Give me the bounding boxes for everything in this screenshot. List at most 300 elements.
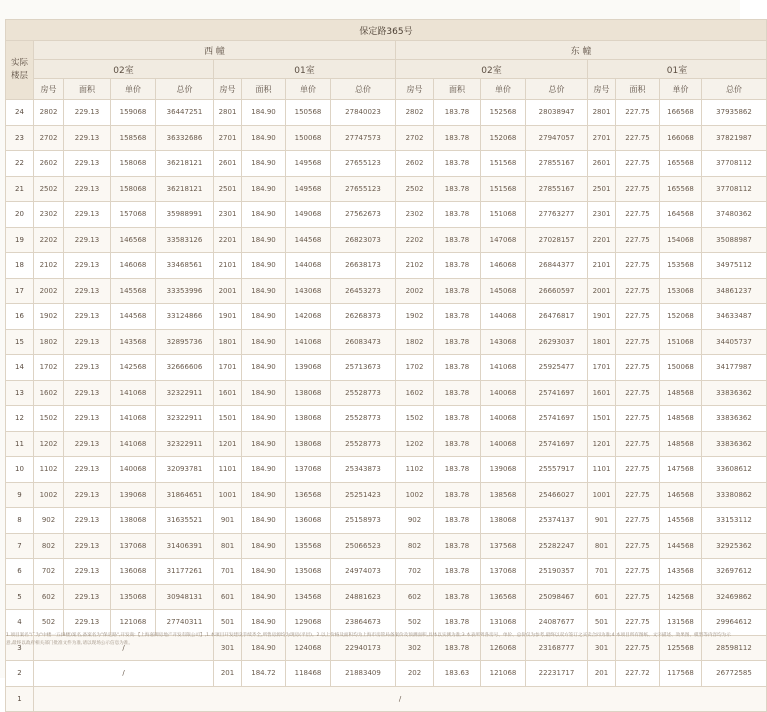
area-cell: 183.78: [434, 406, 481, 432]
area-cell: 227.75: [616, 278, 660, 304]
total-price-cell: 33583126: [156, 227, 214, 253]
area-cell: 229.13: [64, 125, 111, 151]
area-cell: 227.75: [616, 584, 660, 610]
total-price-cell: 25741697: [526, 380, 588, 406]
table-row: [6, 686, 767, 712]
unit-price-cell: 151568: [481, 151, 526, 177]
unit-price-cell: 139068: [111, 482, 156, 508]
area-cell: 183.78: [434, 482, 481, 508]
room-cell: 2002: [396, 278, 434, 304]
total-price-cell: 28598112: [702, 635, 767, 661]
room-cell: 2202: [396, 227, 434, 253]
total-price-cell: 23168777: [526, 635, 588, 661]
room-cell: 1601: [214, 380, 242, 406]
area-cell: 184.90: [242, 278, 286, 304]
unit-price-cell: 154068: [660, 227, 702, 253]
area-cell: 229.13: [64, 227, 111, 253]
unit-price-cell: 165568: [660, 151, 702, 177]
room-cell: 1602: [396, 380, 434, 406]
table-row: [6, 380, 767, 406]
area-cell: 227.75: [616, 482, 660, 508]
col-unit-price: 单价: [481, 79, 526, 100]
area-cell: 229.13: [64, 151, 111, 177]
west-unit-01-header: 01室: [214, 60, 396, 79]
total-price-cell: 25741697: [526, 406, 588, 432]
room-cell: 2802: [34, 100, 64, 126]
total-price-cell: 25098467: [526, 584, 588, 610]
room-cell: 301: [588, 635, 616, 661]
total-price-cell: 37480362: [702, 202, 767, 228]
unit-price-cell: 143568: [660, 559, 702, 585]
unit-price-cell: 137068: [481, 559, 526, 585]
unit-price-cell: 138068: [111, 508, 156, 534]
room-cell: 502: [34, 610, 64, 636]
floor-cell: 13: [6, 380, 34, 406]
floor-cell: 10: [6, 457, 34, 483]
col-area: 面积: [64, 79, 111, 100]
room-cell: 602: [34, 584, 64, 610]
room-cell: 2201: [214, 227, 242, 253]
area-cell: 184.90: [242, 304, 286, 330]
col-room: 房号: [396, 79, 434, 100]
room-cell: 1101: [214, 457, 242, 483]
total-price-cell: 37708112: [702, 151, 767, 177]
room-cell: 1201: [588, 431, 616, 457]
room-cell: 1002: [396, 482, 434, 508]
total-price-cell: 33608612: [702, 457, 767, 483]
floor-cell: 17: [6, 278, 34, 304]
floor-cell: 2: [6, 661, 34, 687]
col-unit-price: 单价: [660, 79, 702, 100]
total-price-cell: 36447251: [156, 100, 214, 126]
unit-price-cell: 151068: [660, 329, 702, 355]
room-cell: 2502: [396, 176, 434, 202]
unit-price-cell: 140068: [481, 431, 526, 457]
room-cell: 1102: [34, 457, 64, 483]
building-title: 保定路365号: [6, 20, 767, 41]
area-cell: 183.78: [434, 457, 481, 483]
total-price-cell: 27028157: [526, 227, 588, 253]
unit-price-cell: 147068: [481, 227, 526, 253]
area-cell: 229.13: [64, 176, 111, 202]
unit-price-cell: 141068: [481, 355, 526, 381]
area-cell: 184.90: [242, 151, 286, 177]
area-cell: 227.75: [616, 508, 660, 534]
total-price-cell: 29964612: [702, 610, 767, 636]
room-cell: 501: [588, 610, 616, 636]
total-price-cell: 25066523: [331, 533, 396, 559]
total-price-cell: 31635521: [156, 508, 214, 534]
total-price-cell: 37708112: [702, 176, 767, 202]
room-cell: 1901: [588, 304, 616, 330]
area-cell: 184.90: [242, 380, 286, 406]
col-area: 面积: [616, 79, 660, 100]
unit-price-cell: 135568: [286, 533, 331, 559]
room-cell: 502: [396, 610, 434, 636]
total-price-cell: 36218121: [156, 151, 214, 177]
room-cell: 902: [396, 508, 434, 534]
area-cell: 184.90: [242, 176, 286, 202]
room-cell: 1501: [214, 406, 242, 432]
room-cell: 901: [588, 508, 616, 534]
unit-price-cell: 148568: [660, 380, 702, 406]
total-price-cell: 34177987: [702, 355, 767, 381]
room-cell: 301: [214, 635, 242, 661]
room-cell: 1901: [214, 304, 242, 330]
unit-price-cell: 146068: [481, 253, 526, 279]
total-price-cell: 25374137: [526, 508, 588, 534]
area-cell: 184.90: [242, 610, 286, 636]
total-price-cell: 30948131: [156, 584, 214, 610]
total-price-cell: 26660597: [526, 278, 588, 304]
unit-price-cell: 138068: [286, 406, 331, 432]
room-cell: 2702: [396, 125, 434, 151]
area-cell: 183.78: [434, 125, 481, 151]
table-row: [6, 508, 767, 534]
area-cell: 227.75: [616, 533, 660, 559]
unit-price-cell: 136068: [111, 559, 156, 585]
unit-price-cell: 121068: [481, 661, 526, 687]
room-cell: 2501: [588, 176, 616, 202]
unit-price-cell: 140068: [481, 380, 526, 406]
col-total: 总价: [526, 79, 588, 100]
area-cell: 229.13: [64, 100, 111, 126]
area-cell: 184.90: [242, 559, 286, 585]
total-price-cell: 22940173: [331, 635, 396, 661]
total-price-cell: 26772585: [702, 661, 767, 687]
total-price-cell: 24087677: [526, 610, 588, 636]
room-cell: 601: [214, 584, 242, 610]
total-price-cell: 27740311: [156, 610, 214, 636]
area-cell: 229.13: [64, 380, 111, 406]
unit-price-cell: 158068: [111, 176, 156, 202]
room-cell: 1501: [588, 406, 616, 432]
floor-cell: 11: [6, 431, 34, 457]
room-cell: 902: [34, 508, 64, 534]
total-price-cell: 33836362: [702, 406, 767, 432]
unit-price-cell: 144568: [111, 304, 156, 330]
area-cell: 227.75: [616, 559, 660, 585]
total-price-cell: 25190357: [526, 559, 588, 585]
floor-cell: 15: [6, 329, 34, 355]
total-price-cell: 32322911: [156, 431, 214, 457]
total-price-cell: 25528773: [331, 431, 396, 457]
room-cell: 1201: [214, 431, 242, 457]
total-price-cell: 32322911: [156, 380, 214, 406]
total-price-cell: 25925477: [526, 355, 588, 381]
unit-price-cell: 138068: [481, 508, 526, 534]
room-cell: 802: [34, 533, 64, 559]
room-cell: 2701: [214, 125, 242, 151]
area-cell: 183.63: [434, 661, 481, 687]
area-cell: 227.75: [616, 355, 660, 381]
col-unit-price: 单价: [286, 79, 331, 100]
col-total: 总价: [331, 79, 396, 100]
unit-price-cell: 118468: [286, 661, 331, 687]
total-price-cell: 37821987: [702, 125, 767, 151]
total-price-cell: 34975112: [702, 253, 767, 279]
unit-price-cell: 150068: [286, 125, 331, 151]
floor-cell: 8: [6, 508, 34, 534]
unit-price-cell: 141068: [286, 329, 331, 355]
unit-price-cell: 142568: [111, 355, 156, 381]
total-price-cell: 32925362: [702, 533, 767, 559]
room-cell: 1502: [34, 406, 64, 432]
area-cell: 229.13: [64, 202, 111, 228]
table-row: [6, 253, 767, 279]
room-cell: 1502: [396, 406, 434, 432]
room-cell: 1701: [588, 355, 616, 381]
area-cell: 183.78: [434, 176, 481, 202]
total-price-cell: 25282247: [526, 533, 588, 559]
slash-cell: /: [34, 661, 214, 687]
total-price-cell: 26844377: [526, 253, 588, 279]
area-cell: 183.78: [434, 355, 481, 381]
table-row: [6, 661, 767, 687]
area-cell: 184.90: [242, 533, 286, 559]
room-cell: 601: [588, 584, 616, 610]
total-price-cell: 32697612: [702, 559, 767, 585]
total-price-cell: 25158973: [331, 508, 396, 534]
unit-price-cell: 151068: [481, 202, 526, 228]
total-price-cell: 26293037: [526, 329, 588, 355]
total-price-cell: 27747573: [331, 125, 396, 151]
floor-cell: 22: [6, 151, 34, 177]
area-cell: 229.13: [64, 508, 111, 534]
room-cell: 1702: [34, 355, 64, 381]
room-cell: 2001: [214, 278, 242, 304]
unit-price-cell: 166568: [660, 100, 702, 126]
floor-cell: 12: [6, 406, 34, 432]
table-row: [6, 151, 767, 177]
col-area: 面积: [434, 79, 481, 100]
unit-price-cell: 164568: [660, 202, 702, 228]
area-cell: 229.13: [64, 278, 111, 304]
area-cell: 183.78: [434, 304, 481, 330]
total-price-cell: 27763277: [526, 202, 588, 228]
total-price-cell: 26453273: [331, 278, 396, 304]
col-area: 面积: [242, 79, 286, 100]
total-price-cell: 33124866: [156, 304, 214, 330]
total-price-cell: 32093781: [156, 457, 214, 483]
east-unit-01-header: 01室: [588, 60, 767, 79]
area-cell: 227.75: [616, 457, 660, 483]
total-price-cell: 33468561: [156, 253, 214, 279]
floor-cell: 14: [6, 355, 34, 381]
col-room: 房号: [588, 79, 616, 100]
floor-cell: 5: [6, 584, 34, 610]
unit-price-cell: 146568: [111, 227, 156, 253]
table-row: [6, 278, 767, 304]
unit-price-cell: 139068: [481, 457, 526, 483]
area-cell: 229.13: [64, 584, 111, 610]
unit-price-cell: 144068: [286, 253, 331, 279]
total-price-cell: 25741697: [526, 431, 588, 457]
room-cell: 2302: [34, 202, 64, 228]
room-cell: 1002: [34, 482, 64, 508]
area-cell: 229.13: [64, 559, 111, 585]
area-cell: 183.78: [434, 559, 481, 585]
room-cell: 801: [588, 533, 616, 559]
west-building-header: 西 幢: [34, 41, 396, 60]
room-cell: 1602: [34, 380, 64, 406]
room-cell: 2002: [34, 278, 64, 304]
table-row: [6, 329, 767, 355]
room-cell: 201: [588, 661, 616, 687]
room-cell: 801: [214, 533, 242, 559]
area-cell: 227.75: [616, 227, 660, 253]
area-cell: 229.13: [64, 610, 111, 636]
table-row: [6, 176, 767, 202]
room-cell: 2201: [588, 227, 616, 253]
room-cell: 2801: [214, 100, 242, 126]
unit-price-cell: 166068: [660, 125, 702, 151]
unit-price-cell: 144068: [481, 304, 526, 330]
area-cell: 184.90: [242, 253, 286, 279]
area-cell: 184.90: [242, 125, 286, 151]
area-cell: 183.78: [434, 635, 481, 661]
room-cell: 702: [396, 559, 434, 585]
area-cell: 183.78: [434, 508, 481, 534]
table-row: [6, 355, 767, 381]
room-cell: 2001: [588, 278, 616, 304]
total-price-cell: 36218121: [156, 176, 214, 202]
unit-price-cell: 138068: [286, 431, 331, 457]
unit-price-cell: 117568: [660, 661, 702, 687]
total-price-cell: 33353996: [156, 278, 214, 304]
table-row: [6, 100, 767, 126]
total-price-cell: 25343873: [331, 457, 396, 483]
room-cell: 1902: [396, 304, 434, 330]
unit-price-cell: 137568: [481, 533, 526, 559]
room-cell: 901: [214, 508, 242, 534]
floor-header: 实际 楼层: [6, 41, 34, 100]
room-cell: 1101: [588, 457, 616, 483]
area-cell: 227.75: [616, 406, 660, 432]
total-price-cell: 23864673: [331, 610, 396, 636]
total-price-cell: 21883409: [331, 661, 396, 687]
area-cell: 183.78: [434, 329, 481, 355]
total-price-cell: 27655123: [331, 176, 396, 202]
area-cell: 183.78: [434, 202, 481, 228]
room-cell: 1701: [214, 355, 242, 381]
unit-price-cell: 151568: [481, 176, 526, 202]
unit-price-cell: 152568: [481, 100, 526, 126]
area-cell: 227.75: [616, 202, 660, 228]
room-cell: 1702: [396, 355, 434, 381]
col-total: 总价: [702, 79, 767, 100]
room-cell: 202: [396, 661, 434, 687]
price-table-body: [6, 100, 767, 712]
price-table: [5, 19, 767, 712]
area-cell: 183.78: [434, 227, 481, 253]
unit-price-cell: 149068: [286, 202, 331, 228]
room-cell: 2102: [34, 253, 64, 279]
room-cell: 802: [396, 533, 434, 559]
unit-price-cell: 131068: [481, 610, 526, 636]
total-price-cell: 26083473: [331, 329, 396, 355]
room-cell: 2501: [214, 176, 242, 202]
room-cell: 701: [214, 559, 242, 585]
floor-cell: 23: [6, 125, 34, 151]
unit-price-cell: 149568: [286, 151, 331, 177]
total-price-cell: 24881623: [331, 584, 396, 610]
area-cell: 229.13: [64, 304, 111, 330]
area-cell: 227.75: [616, 253, 660, 279]
unit-price-cell: 139068: [286, 355, 331, 381]
unit-price-cell: 125568: [660, 635, 702, 661]
total-price-cell: 28038947: [526, 100, 588, 126]
area-cell: 227.75: [616, 329, 660, 355]
table-row: [6, 457, 767, 483]
room-cell: 2802: [396, 100, 434, 126]
room-cell: 1001: [214, 482, 242, 508]
area-cell: 183.78: [434, 100, 481, 126]
unit-price-cell: 136568: [481, 584, 526, 610]
area-cell: 184.90: [242, 635, 286, 661]
total-price-cell: 27855167: [526, 176, 588, 202]
unit-price-cell: 145568: [660, 508, 702, 534]
area-cell: 184.90: [242, 355, 286, 381]
total-price-cell: 32895736: [156, 329, 214, 355]
unit-price-cell: 136568: [286, 482, 331, 508]
total-price-cell: 37935862: [702, 100, 767, 126]
area-cell: 184.72: [242, 661, 286, 687]
slash-cell: /: [34, 686, 767, 712]
total-price-cell: 33153112: [702, 508, 767, 534]
room-cell: 1801: [214, 329, 242, 355]
table-row: [6, 584, 767, 610]
room-cell: 2602: [396, 151, 434, 177]
total-price-cell: 25466027: [526, 482, 588, 508]
table-row: [6, 533, 767, 559]
total-price-cell: 34405737: [702, 329, 767, 355]
total-price-cell: 25557917: [526, 457, 588, 483]
unit-price-cell: 135068: [286, 559, 331, 585]
unit-price-cell: 165568: [660, 176, 702, 202]
floor-cell: 4: [6, 610, 34, 636]
table-row: [6, 406, 767, 432]
unit-price-cell: 143568: [111, 329, 156, 355]
unit-price-cell: 152068: [660, 304, 702, 330]
total-price-cell: 31406391: [156, 533, 214, 559]
total-price-cell: 24974073: [331, 559, 396, 585]
room-cell: 1601: [588, 380, 616, 406]
area-cell: 184.90: [242, 406, 286, 432]
total-price-cell: 27855167: [526, 151, 588, 177]
room-cell: 2502: [34, 176, 64, 202]
slash-cell: /: [34, 635, 214, 661]
unit-price-cell: 145568: [111, 278, 156, 304]
room-cell: 201: [214, 661, 242, 687]
total-price-cell: 27947057: [526, 125, 588, 151]
unit-price-cell: 158568: [111, 125, 156, 151]
unit-price-cell: 149568: [286, 176, 331, 202]
col-total: 总价: [156, 79, 214, 100]
area-cell: 183.78: [434, 431, 481, 457]
total-price-cell: 32666606: [156, 355, 214, 381]
area-cell: 183.78: [434, 584, 481, 610]
room-cell: 1802: [34, 329, 64, 355]
room-cell: 302: [396, 635, 434, 661]
col-unit-price: 单价: [111, 79, 156, 100]
area-cell: 183.78: [434, 253, 481, 279]
area-cell: 229.13: [64, 253, 111, 279]
total-price-cell: 33836362: [702, 380, 767, 406]
area-cell: 184.90: [242, 431, 286, 457]
room-cell: 1102: [396, 457, 434, 483]
east-building-header: 东 幢: [396, 41, 767, 60]
